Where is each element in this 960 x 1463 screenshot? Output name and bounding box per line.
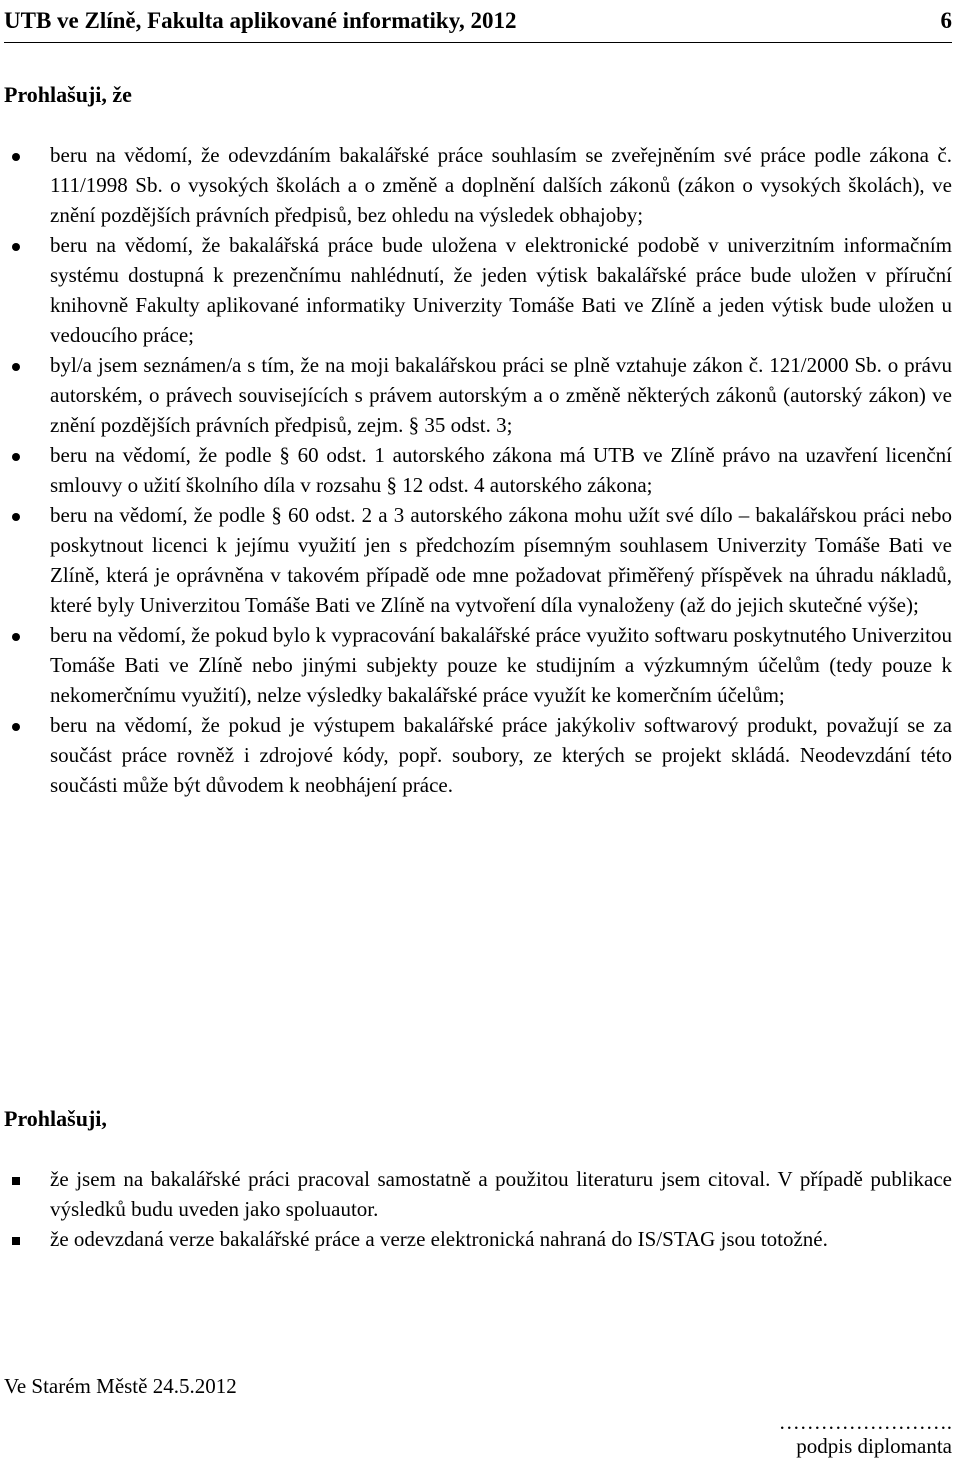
bullet-square-icon (6, 1224, 26, 1254)
page-header (4, 0, 952, 43)
list-item: že jsem na bakalářské práci pracoval samostatně a použitou literaturu jsem citoval. V případě publikace výsledků budu uveden jako spoluautor. (0, 1164, 952, 1224)
list-item: beru na vědomí, že podle § 60 odst. 2 a 3 autorského zákona mohu užít své dílo – bakalářskou práci nebo poskytnout licenci k jejímu využití jen s předchozím písemným souhlasem Univerzity Tomáše Bati ve Zlíně, která je oprávněna v takovém případě ode mne požadovat přiměřený příspěvek na úhradu nákladů, které byly Univerzitou Tomáše Bati ve Zlíně na vytvoření díla vynaloženy (až do jejich skutečné výše); (0, 500, 952, 620)
list-item: byl/a jsem seznámen/a s tím, že na moji bakalářskou práci se plně vztahuje zákon č. 121/2000 Sb. o právu autorském, o právech souvisejících s právem autorským a o změně některých zákonů (autorský zákon) ve znění pozdějších právních předpisů, zejm. § 35 odst. 3; (0, 350, 952, 440)
declaration-list-2 (0, 1164, 952, 1254)
place-date: Ve Starém Městě 24.5.2012 (4, 1374, 237, 1398)
list-item: beru na vědomí, že odevzdáním bakalářské práce souhlasím se zveřejněním své práce podle zákona č. 111/1998 Sb. o vysokých školách a o změně a doplnění dalších zákonů (zákon o vysokých školách), ve znění pozdějších právních předpisů, bez ohledu na výsledek obhajoby; (0, 140, 952, 230)
declaration-list (0, 140, 952, 800)
bullet-dot-icon (6, 350, 26, 380)
bullet-dot-icon (6, 440, 26, 470)
page-number: 6 (940, 8, 952, 33)
list-item: beru na vědomí, že pokud je výstupem bakalářské práce jakýkoliv softwarový produkt, považují se za součást práce rovněž i zdrojové kódy, popř. soubory, ze kterých se projekt skládá. Neodevzdání této součásti může být důvodem k neobhájení práce. (0, 710, 952, 800)
list-item: beru na vědomí, že pokud bylo k vypracování bakalářské práce využito softwaru poskytnutého Univerzitou Tomáše Bati ve Zlíně nebo jinými subjekty pouze ke studijním a výzkumným účelům (tedy pouze k nekomerčnímu využití), nelze výsledky bakalářské práce využít ke komerčním účelům; (0, 620, 952, 710)
bullet-dot-icon (6, 620, 26, 650)
signature-line: ……………………. (778, 1410, 952, 1434)
bullet-dot-icon (6, 140, 26, 170)
list-item: beru na vědomí, že podle § 60 odst. 1 autorského zákona má UTB ve Zlíně právo na uzavření licenční smlouvy o užití školního díla v rozsahu § 12 odst. 4 autorského zákona; (0, 440, 952, 500)
bullet-square-icon (6, 1164, 26, 1194)
header-title: UTB ve Zlíně, Fakulta aplikované informatiky, 2012 (4, 8, 517, 33)
bullet-dot-icon (6, 710, 26, 740)
bullet-dot-icon (6, 500, 26, 530)
bullet-dot-icon (6, 230, 26, 260)
section2-heading: Prohlašuji, (4, 1106, 107, 1131)
list-item: že odevzdaná verze bakalářské práce a verze elektronická nahraná do IS/STAG jsou totožné. (0, 1224, 952, 1254)
signature-label: podpis diplomanta (796, 1434, 952, 1458)
section1-heading: Prohlašuji, že (4, 82, 132, 107)
list-item: beru na vědomí, že bakalářská práce bude uložena v elektronické podobě v univerzitním informačním systému dostupná k prezenčnímu nahlédnutí, že jeden výtisk bakalářské práce bude uložen v příruční knihovně Fakulty aplikované informatiky Univerzity Tomáše Bati ve Zlíně a jeden výtisk bude uložen u vedoucího práce; (0, 230, 952, 350)
